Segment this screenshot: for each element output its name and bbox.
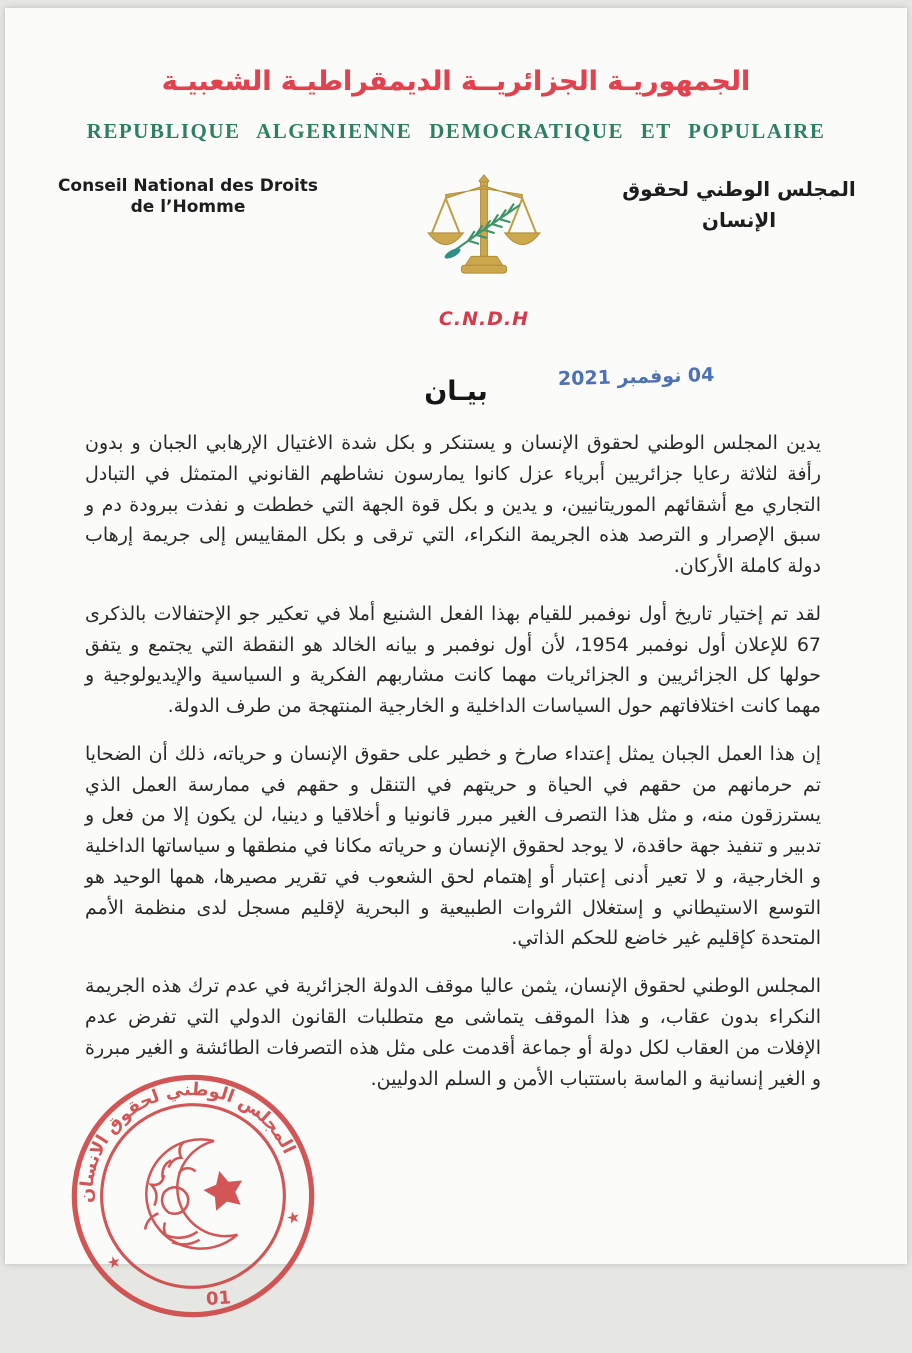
cndh-acronym: C.N.D.H xyxy=(438,308,530,330)
letterhead xyxy=(5,172,907,330)
paragraph-1: يدين المجلس الوطني لحقوق الإنسان و يستنكر و بكل شدة الاغتيال الإرهابي الجبان و بدون رأفة لثلاثة رعايا جزائريين أبرياء عزل كانوا يمارسون نشاطهم القانوني المتمثل في التبادل التجاري مع أشقائهم الموريتانيين، و يدين و بكل قوة الجهة التي خططت و نفذت ببرودة دم و سبق الإصرار و الترصد هذه الجريمة النكراء، التي ترقى و بكل المقاييس إلى جريمة إرهاب دولة كاملة الأركان. xyxy=(85,432,821,578)
paragraph-4: المجلس الوطني لحقوق الإنسان، يثمن عاليا موقف الدولة الجزائرية في عدم ترك هذه الجريمة النكراء بدون عقاب، و هذا الموقف يتماشى مع متطلبات القانون الدولي التي تفرض عدم الإفلات من العقاب لكل دولة أو جماعة أقدمت على مثل هذه التصرفات الطائشة و الغير مبررة و الغير إنسانية و الماسة باستتباب الأمن و السلم الدوليين. xyxy=(85,975,821,1090)
stamp-number: 01 xyxy=(205,1287,232,1311)
stamp-emblem xyxy=(127,1131,256,1263)
org-name-arabic-line1: المجلس الوطني لحقوق xyxy=(622,177,856,201)
logo-block xyxy=(425,172,543,330)
republic-title-french: REPUBLIQUE ALGERIENNE DEMOCRATIQUE ET POPULAIRE xyxy=(86,119,826,143)
statement-title-row xyxy=(5,360,907,422)
scales-of-justice-icon xyxy=(425,172,543,282)
statement-title: بيـان xyxy=(424,376,488,407)
org-name-arabic xyxy=(619,174,859,236)
paragraph-3: إن هذا العمل الجبان يمثل إعتداء صارخ و خطير على حقوق الإنسان و حرياته، ذلك أن الضحايا تم حرمانهم من حقهم في الحياة و حريتهم في التنقل و حقهم في ممارسة العمل الذي يسترزقون منه، و مثل هذا التصرف الغير مبرر قانونيا و أخلاقيا و دينيا، لن يكون إلا من فعل و تدبير و تنفيذ جهة حاقدة، لا يوجد لحقوق الإنسان و حرياته مكانا في منطقها و سياساتها الداخلية و الخارجية، و لا تعير أدنى إعتبار أو إهتمام لحق الشعوب في تقرير مصيرها، همها الوحيد هو التوسع الاستيطاني و إستغلال الثروات الطبيعية و البحرية لإقليم مسجل لدى منظمة الأمم المتحدة كإقليم غير خاضع للحكم الذاتي. xyxy=(85,742,821,950)
stamp-ring-text: المجلس الوطني لحقوق الانسان xyxy=(76,1078,300,1203)
org-name-arabic-line2: الإنسان xyxy=(701,208,777,232)
document-page xyxy=(5,8,907,1311)
stamp-star-right-icon: ★ xyxy=(284,1206,303,1229)
statement-body xyxy=(5,428,907,1094)
date-received-stamp: 04 نوفمبر 2021 xyxy=(557,363,715,391)
republic-title-arabic: الجمهوريـة الجزائريــة الديمقراطيـة الشعبيـة xyxy=(161,66,751,97)
org-name-french: Conseil National des Droits de l’Homme xyxy=(57,176,319,218)
paragraph-2: لقد تم إختيار تاريخ أول نوفمبر للقيام بهذا الفعل الشنيع أملا في تعكير جو الإحتفالات بالذكرى 67 للإعلان أول نوفمبر 1954، لأن أول نوفمبر و بيانه الخالد هو النقطة التي يجتمع و يتفق حولها كل الجزائريين و الجزائريات مهما كانت مشاربهم الفكرية و السياسية والإيديولوجية و مهما كانت اختلافاتهم حول السياسات الداخلية و الخارجية المنتهجة من طرف الدولة. xyxy=(85,602,821,718)
stamp-star-left-icon: ★ xyxy=(104,1251,124,1273)
